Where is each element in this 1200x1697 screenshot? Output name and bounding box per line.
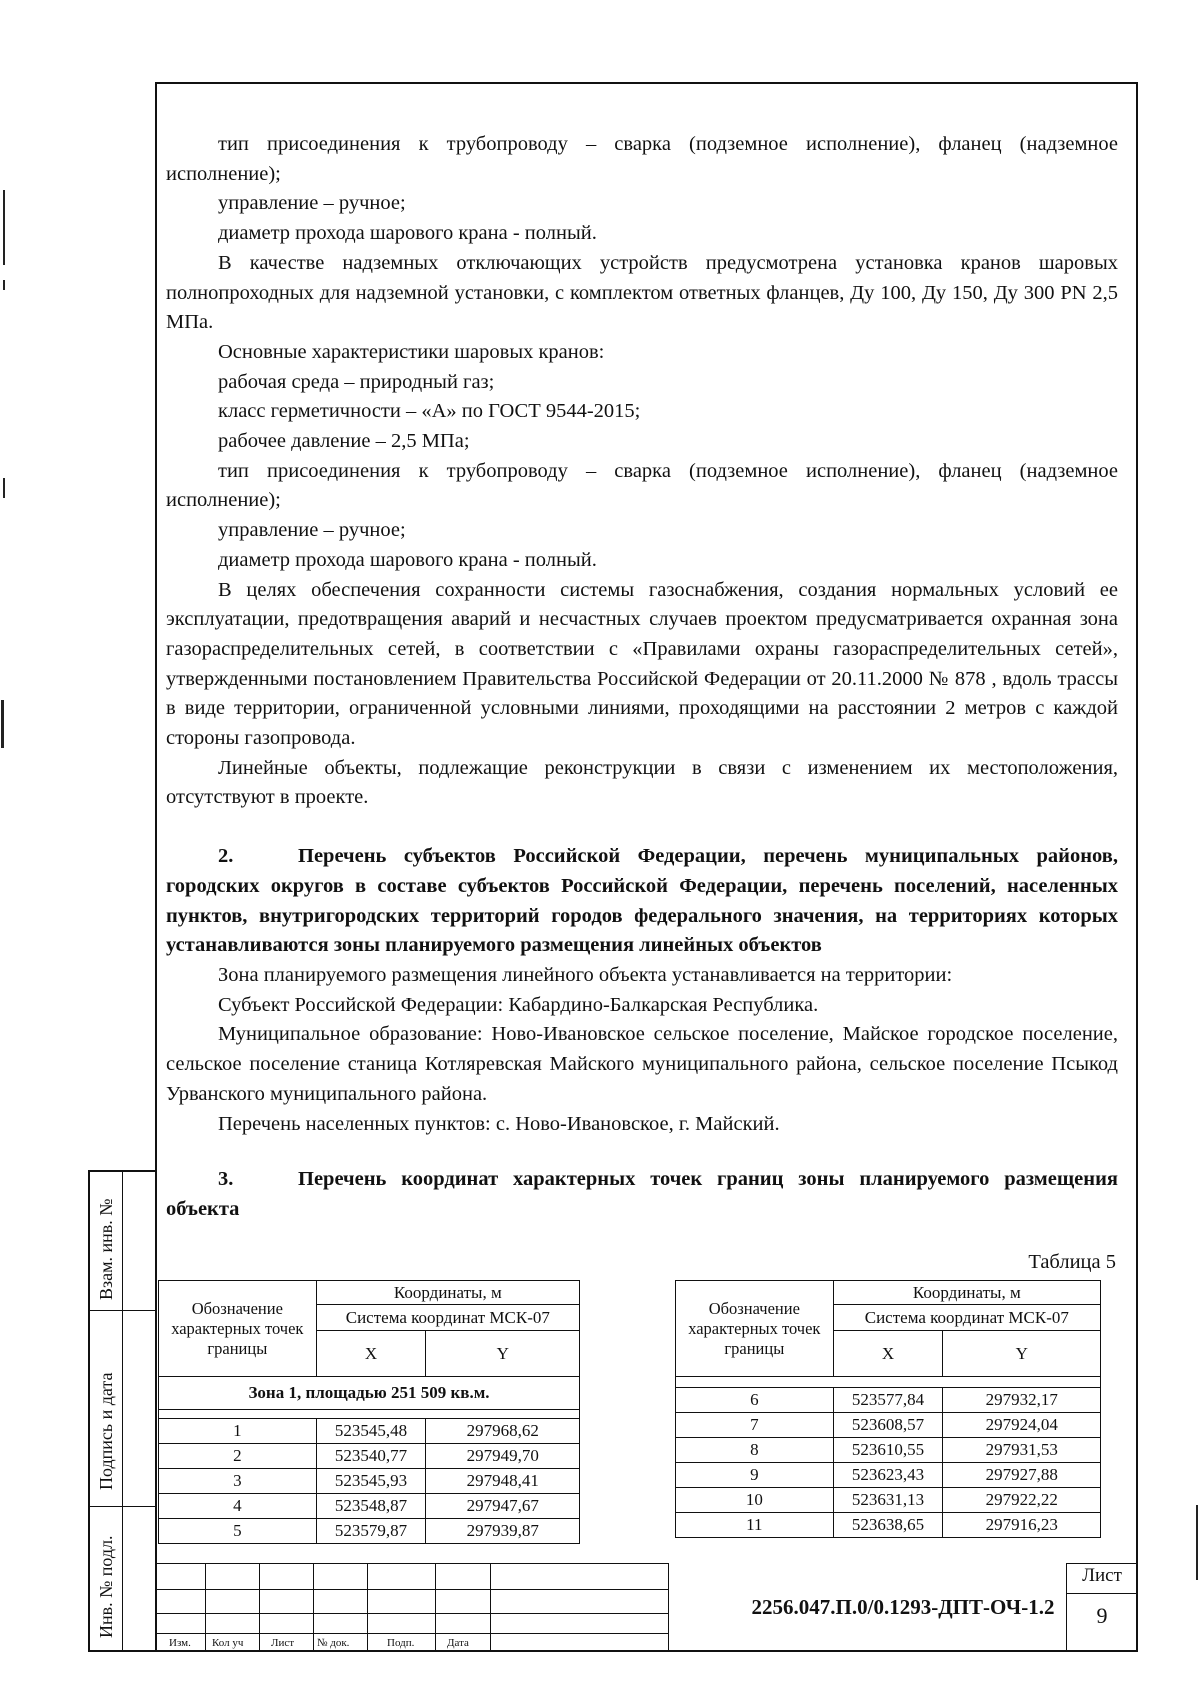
y-coordinate-cell: 297927,88 bbox=[943, 1463, 1101, 1488]
point-number-cell: 9 bbox=[676, 1463, 834, 1488]
sheet-label: Лист bbox=[1082, 1565, 1122, 1586]
x-coordinate-cell: 523545,93 bbox=[316, 1469, 426, 1494]
y-coordinate-cell: 297949,70 bbox=[426, 1444, 580, 1469]
document-body bbox=[166, 130, 1118, 1225]
vzam-inv-label: Взам. инв. № bbox=[96, 1198, 116, 1300]
stamp-line bbox=[155, 1613, 668, 1614]
coordinates-table-left bbox=[158, 1280, 580, 1544]
scan-artifact bbox=[3, 280, 5, 290]
x-coordinate-cell: 523579,87 bbox=[316, 1519, 426, 1544]
paragraph: управление – ручное; bbox=[218, 519, 406, 542]
table-row bbox=[676, 1438, 1101, 1463]
zone-label: Зона 1, площадью 251 509 кв.м. bbox=[159, 1377, 580, 1410]
table-caption: Таблица 5 bbox=[1028, 1251, 1116, 1273]
document-code: 2256.047.П.0/0.1293-ДПТ-ОЧ-1.2 bbox=[751, 1595, 1055, 1619]
x-coordinate-cell: 523631,13 bbox=[833, 1488, 943, 1513]
point-number-cell: 7 bbox=[676, 1413, 834, 1438]
stamp-label-podp: Подп. bbox=[387, 1637, 415, 1649]
point-number-cell: 5 bbox=[159, 1519, 317, 1544]
section-2-heading bbox=[166, 842, 1118, 961]
spacer-row bbox=[159, 1410, 580, 1419]
paragraph: диаметр прохода шарового крана - полный. bbox=[218, 548, 597, 571]
x-coordinate-cell: 523608,57 bbox=[833, 1413, 943, 1438]
paragraph: Муниципальное образование: Ново-Ивановское сельское поселение, Майское городское поселение, сельское поселение станица Котляревская Майского муниципального района, сельское поселение Псыкод Урванского муниципального района. bbox=[166, 1023, 1118, 1105]
table-row bbox=[676, 1413, 1101, 1438]
signature-date-label: Подпись и дата bbox=[96, 1372, 116, 1490]
x-coordinate-cell: 523540,77 bbox=[316, 1444, 426, 1469]
stamp-line bbox=[155, 1633, 668, 1634]
paragraph: тип присоединения к трубопроводу – сварка (подземное исполнение), фланец (надземное исполнение); bbox=[166, 459, 1118, 512]
paragraph: диаметр прохода шарового крана - полный. bbox=[218, 222, 597, 245]
point-number-cell: 6 bbox=[676, 1388, 834, 1413]
side-approval-strip bbox=[88, 1170, 155, 1652]
paragraph: управление – ручное; bbox=[218, 192, 406, 215]
stamp-label-ndok: № док. bbox=[317, 1637, 350, 1649]
stamp-line bbox=[313, 1563, 314, 1652]
section-title: Перечень координат характерных точек границ зоны планируемого размещения объекта bbox=[166, 1168, 1118, 1220]
x-coordinate-cell: 523545,48 bbox=[316, 1419, 426, 1444]
table-row bbox=[159, 1469, 580, 1494]
col-coords-header: Координаты, м bbox=[316, 1281, 579, 1305]
table-row bbox=[676, 1388, 1101, 1413]
strip-divider bbox=[90, 1310, 155, 1311]
paragraph: класс герметичности – «А» по ГОСТ 9544-2015; bbox=[218, 400, 641, 423]
col-y-header: Y bbox=[943, 1331, 1101, 1377]
col-designation-header: Обозначение характерных точек границы bbox=[676, 1281, 834, 1377]
paragraph: Субъект Российской Федерации: Кабардино-Балкарская Республика. bbox=[218, 993, 819, 1016]
y-coordinate-cell: 297932,17 bbox=[943, 1388, 1101, 1413]
paragraph: В качестве надземных отключающих устройств предусмотрена установка кранов шаровых полнопроходных для надземной установки, с комплектом ответных фланцев, Ду 100, Ду 150, Ду 300 PN 2,5 МПа. bbox=[166, 251, 1118, 334]
paragraph: Зона планируемого размещения линейного объекта устанавливается на территории: bbox=[218, 963, 953, 986]
table-row bbox=[159, 1519, 580, 1544]
table-row bbox=[159, 1494, 580, 1519]
stamp-line bbox=[155, 1563, 668, 1564]
col-system-header: Система координат МСК-07 bbox=[833, 1305, 1100, 1331]
y-coordinate-cell: 297924,04 bbox=[943, 1413, 1101, 1438]
col-y-header: Y bbox=[426, 1331, 580, 1377]
stamp-label-izm: Изм. bbox=[169, 1637, 191, 1649]
x-coordinate-cell: 523577,84 bbox=[833, 1388, 943, 1413]
col-x-header: X bbox=[316, 1331, 426, 1377]
paragraph: рабочая среда – природный газ; bbox=[218, 370, 495, 393]
paragraph: рабочее давление – 2,5 МПа; bbox=[218, 430, 470, 453]
paragraph: тип присоединения к трубопроводу – сварка (подземное исполнение), фланец (надземное исполнение); bbox=[166, 133, 1118, 185]
stamp-label-kol: Кол уч bbox=[212, 1637, 244, 1649]
paragraph: В целях обеспечения сохранности системы газоснабжения, создания нормальных условий ее эксплуатации, предотвращения аварий и несчастных случаев проектом предусматривается охранная зона газораспределительных сетей, в соответствии с «Правилами охраны газораспределительных сетей», утвержденными постановлением Правительства Российской Федерации от 20.11.2000 № 878 , вдоль трассы в виде территории, ограниченной условными линиями, проходящими на расстоянии 2 метров с каждой стороны газопровода. bbox=[166, 578, 1118, 750]
y-coordinate-cell: 297968,62 bbox=[426, 1419, 580, 1444]
y-coordinate-cell: 297916,23 bbox=[943, 1513, 1101, 1538]
section-number: 3. bbox=[218, 1168, 234, 1191]
paragraph: Основные характеристики шаровых кранов: bbox=[218, 340, 605, 363]
point-number-cell: 3 bbox=[159, 1469, 317, 1494]
col-x-header: X bbox=[833, 1331, 943, 1377]
stamp-line bbox=[205, 1563, 206, 1652]
y-coordinate-cell: 297948,41 bbox=[426, 1469, 580, 1494]
table-row bbox=[159, 1444, 580, 1469]
strip-divider bbox=[90, 1506, 155, 1507]
sheet-number: 9 bbox=[1096, 1603, 1108, 1628]
scan-artifact bbox=[1196, 1505, 1198, 1580]
point-number-cell: 8 bbox=[676, 1438, 834, 1463]
col-designation-header: Обозначение характерных точек границы bbox=[159, 1281, 317, 1377]
section-number: 2. bbox=[218, 845, 234, 868]
y-coordinate-cell: 297922,22 bbox=[943, 1488, 1101, 1513]
point-number-cell: 1 bbox=[159, 1419, 317, 1444]
y-coordinate-cell: 297947,67 bbox=[426, 1494, 580, 1519]
stamp-line bbox=[367, 1563, 368, 1652]
stamp-line bbox=[490, 1563, 491, 1652]
y-coordinate-cell: 297939,87 bbox=[426, 1519, 580, 1544]
stamp-line bbox=[155, 1589, 668, 1590]
spacer-row bbox=[676, 1377, 1101, 1388]
stamp-line bbox=[259, 1563, 260, 1652]
table-row bbox=[676, 1513, 1101, 1538]
point-number-cell: 2 bbox=[159, 1444, 317, 1469]
scan-artifact bbox=[1, 700, 4, 748]
section-3-heading bbox=[166, 1165, 1118, 1224]
inv-podl-label: Инв. № подл. bbox=[96, 1535, 116, 1638]
point-number-cell: 11 bbox=[676, 1513, 834, 1538]
table-row bbox=[159, 1419, 580, 1444]
x-coordinate-cell: 523638,65 bbox=[833, 1513, 943, 1538]
x-coordinate-cell: 523548,87 bbox=[316, 1494, 426, 1519]
section-title: Перечень субъектов Российской Федерации, перечень муниципальных районов, городских округов в составе субъектов Российской Федерации, перечень поселений, населенных пунктов, внутригородских территорий городов федерального значения, на территориях которых устанавливаются зоны планируемого размещения линейных объектов bbox=[166, 845, 1118, 957]
stamp-line bbox=[435, 1563, 436, 1652]
col-coords-header: Координаты, м bbox=[833, 1281, 1100, 1305]
stamp-label-data: Дата bbox=[447, 1637, 469, 1649]
stamp-label-list: Лист bbox=[271, 1637, 295, 1649]
col-system-header: Система координат МСК-07 bbox=[316, 1305, 579, 1331]
paragraph: Перечень населенных пунктов: с. Ново-Ивановское, г. Майский. bbox=[218, 1112, 780, 1135]
point-number-cell: 4 bbox=[159, 1494, 317, 1519]
x-coordinate-cell: 523610,55 bbox=[833, 1438, 943, 1463]
table-row bbox=[676, 1463, 1101, 1488]
paragraph: Линейные объекты, подлежащие реконструкции в связи с изменением их местоположения, отсутствуют в проекте. bbox=[166, 756, 1118, 809]
coordinates-table-right bbox=[675, 1280, 1101, 1538]
scan-artifact bbox=[3, 478, 5, 498]
title-block bbox=[155, 1563, 1138, 1652]
scan-artifact bbox=[3, 190, 5, 265]
x-coordinate-cell: 523623,43 bbox=[833, 1463, 943, 1488]
y-coordinate-cell: 297931,53 bbox=[943, 1438, 1101, 1463]
point-number-cell: 10 bbox=[676, 1488, 834, 1513]
table-row bbox=[676, 1488, 1101, 1513]
